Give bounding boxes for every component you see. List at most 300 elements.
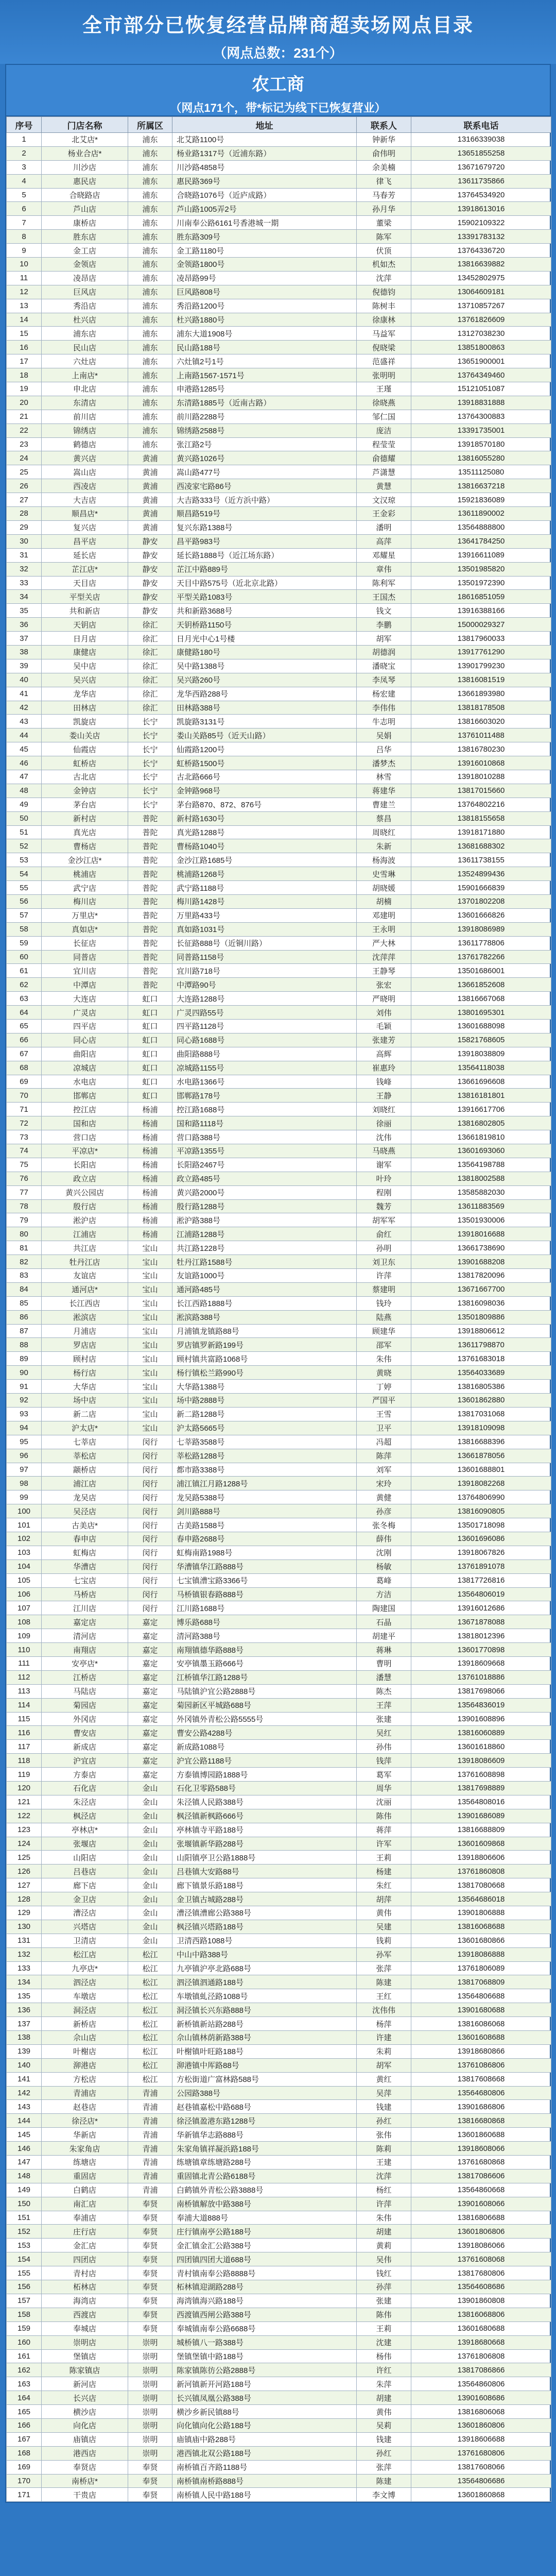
cell-store-name: 张堰店 (42, 1837, 128, 1851)
cell-address: 海湾镇海兴路188号 (172, 2294, 357, 2308)
cell-index: 58 (7, 922, 42, 936)
cell-phone: 13816060889 (411, 1726, 551, 1740)
cell-address: 仙霞路1200号 (172, 742, 357, 756)
cell-phone: 13601770898 (411, 1643, 551, 1657)
cell-index: 17 (7, 354, 42, 368)
cell-district: 徐汇 (128, 618, 172, 632)
cell-index: 151 (7, 2211, 42, 2225)
cell-index: 161 (7, 2349, 42, 2363)
cell-address: 前川路2288号 (172, 410, 357, 423)
cell-address: 新成路1088号 (172, 1740, 357, 1754)
cell-district: 奉贤 (128, 2460, 172, 2474)
cell-store-name: 方泰店 (42, 1768, 128, 1782)
cell-contact: 许萍 (357, 1269, 411, 1283)
cell-phone: 15821768605 (411, 1033, 551, 1047)
table-row (7, 798, 551, 811)
cell-phone: 13816639882 (411, 258, 551, 272)
cell-address: 平凉路1355号 (172, 1144, 357, 1158)
table-header-row (7, 117, 551, 133)
cell-store-name: 沪太店* (42, 1421, 128, 1435)
table-row (7, 1241, 551, 1255)
cell-phone: 13816055280 (411, 451, 551, 465)
cell-address: 凉城路1155号 (172, 1061, 357, 1075)
cell-district: 长宁 (128, 798, 172, 811)
cell-index: 136 (7, 2003, 42, 2017)
cell-district: 杨浦 (128, 1172, 172, 1185)
table-row (7, 2446, 551, 2460)
section-title: 农工商 (252, 75, 304, 94)
cell-address: 公园路388号 (172, 2086, 357, 2100)
cell-phone: 13816805386 (411, 1380, 551, 1394)
cell-contact: 芦潇慧 (357, 465, 411, 479)
cell-address: 卫清西路1088号 (172, 1934, 357, 1947)
cell-district: 宝山 (128, 1407, 172, 1421)
cell-phone: 13816603020 (411, 715, 551, 728)
table-row (7, 978, 551, 992)
cell-index: 51 (7, 825, 42, 839)
cell-district: 普陀 (128, 853, 172, 867)
cell-district: 虹口 (128, 1075, 172, 1089)
cell-contact: 蔡建明 (357, 1282, 411, 1296)
cell-address: 杜兴路1880号 (172, 313, 357, 327)
table-row (7, 1865, 551, 1878)
cell-phone: 13901860808 (411, 2294, 551, 2308)
table-row (7, 1892, 551, 1906)
cell-index: 21 (7, 410, 42, 423)
cell-contact: 薛伟 (357, 1532, 411, 1546)
cell-store-name: 田林店 (42, 701, 128, 715)
cell-phone: 13901608896 (411, 1712, 551, 1726)
cell-district: 长宁 (128, 742, 172, 756)
table-row (7, 1089, 551, 1103)
cell-phone: 13761011488 (411, 728, 551, 742)
cell-contact: 高萍 (357, 534, 411, 548)
table-row (7, 1795, 551, 1809)
cell-phone: 13816090805 (411, 1504, 551, 1518)
cell-district: 普陀 (128, 839, 172, 853)
cell-store-name: 嘉定店 (42, 1615, 128, 1629)
cell-address: 港西镇北双公路188号 (172, 2446, 357, 2460)
cell-index: 127 (7, 1878, 42, 1892)
cell-address: 中潭路90号 (172, 978, 357, 992)
cell-district: 松江 (128, 2003, 172, 2017)
cell-index: 164 (7, 2391, 42, 2405)
table-row (7, 1020, 551, 1033)
cell-store-name: 共和新店 (42, 604, 128, 618)
table-row (7, 673, 551, 687)
table-row (7, 1504, 551, 1518)
cell-store-name: 广灵店 (42, 1006, 128, 1020)
cell-address: 广灵四路55号 (172, 1006, 357, 1020)
cell-index: 114 (7, 1698, 42, 1712)
cell-phone: 13601860868 (411, 2488, 551, 2502)
table-row (7, 1601, 551, 1615)
cell-district: 闵行 (128, 1573, 172, 1587)
cell-district: 虹口 (128, 1047, 172, 1061)
cell-store-name: 虹梅店 (42, 1546, 128, 1560)
cell-district: 浦东 (128, 354, 172, 368)
cell-address: 新村路1630号 (172, 811, 357, 825)
cell-district: 金山 (128, 1920, 172, 1934)
table-row (7, 410, 551, 423)
cell-index: 19 (7, 382, 42, 396)
cell-contact: 程刚 (357, 1185, 411, 1199)
cell-contact: 胡德润 (357, 645, 411, 659)
cell-store-name: 新二店 (42, 1407, 128, 1421)
cell-store-name: 金钟店 (42, 784, 128, 798)
cell-phone: 13661819810 (411, 1130, 551, 1144)
cell-index: 129 (7, 1906, 42, 1920)
cell-phone: 13764300883 (411, 410, 551, 423)
cell-store-name: 仙霞店 (42, 742, 128, 756)
cell-phone: 13611735866 (411, 174, 551, 188)
cell-district: 黄浦 (128, 493, 172, 507)
cell-address: 日月光中心1号楼 (172, 632, 357, 646)
table-row (7, 2156, 551, 2170)
cell-district: 金山 (128, 1851, 172, 1865)
cell-contact: 魏芳 (357, 1199, 411, 1213)
cell-address: 同心路1688号 (172, 1033, 357, 1047)
cell-address: 金汇镇金汇公路388号 (172, 2239, 357, 2252)
cell-index: 113 (7, 1684, 42, 1698)
cell-district: 杨浦 (128, 1130, 172, 1144)
cell-phone: 13564860668 (411, 2183, 551, 2197)
table-row (7, 1684, 551, 1698)
cell-index: 90 (7, 1366, 42, 1380)
cell-phone: 13916012686 (411, 1601, 551, 1615)
table-row (7, 1837, 551, 1851)
table-row (7, 964, 551, 978)
table-row (7, 1740, 551, 1754)
cell-phone: 13601608688 (411, 2031, 551, 2045)
table-row (7, 1449, 551, 1463)
cell-address: 秀沿路1200号 (172, 299, 357, 313)
cell-phone: 13761782266 (411, 950, 551, 964)
cell-index: 4 (7, 174, 42, 188)
table-row (7, 1075, 551, 1089)
cell-district: 青浦 (128, 2114, 172, 2128)
cell-phone: 13601860688 (411, 2128, 551, 2142)
cell-index: 133 (7, 1961, 42, 1975)
cell-store-name: 邯郸店 (42, 1089, 128, 1103)
cell-contact: 蒋萍 (357, 1823, 411, 1837)
cell-contact: 邓建明 (357, 908, 411, 922)
cell-address: 西渡镇西闸公路388号 (172, 2308, 357, 2321)
cell-store-name: 友谊店 (42, 1269, 128, 1283)
cell-address: 沪宜公路1188号 (172, 1754, 357, 1768)
table-row (7, 2100, 551, 2114)
cell-district: 青浦 (128, 2086, 172, 2100)
table-row (7, 1629, 551, 1643)
cell-phone: 13601806806 (411, 2225, 551, 2239)
cell-store-name: 南桥店* (42, 2474, 128, 2488)
cell-contact: 曹明 (357, 1656, 411, 1670)
cell-index: 33 (7, 576, 42, 590)
cell-phone: 13611890002 (411, 507, 551, 521)
cell-phone: 13901799230 (411, 659, 551, 673)
cell-contact: 钱建 (357, 2100, 411, 2114)
cell-index: 112 (7, 1670, 42, 1684)
table-row (7, 1310, 551, 1324)
cell-address: 政立路485号 (172, 1172, 357, 1185)
cell-phone: 13817015660 (411, 784, 551, 798)
cell-store-name: 黄兴店 (42, 451, 128, 465)
cell-address: 徐泾镇盈港东路1288号 (172, 2114, 357, 2128)
cell-phone: 13918171880 (411, 825, 551, 839)
cell-index: 23 (7, 437, 42, 451)
cell-district: 杨浦 (128, 1199, 172, 1213)
table-row (7, 1518, 551, 1532)
cell-address: 向化镇向化公路188号 (172, 2418, 357, 2432)
cell-store-name: 凌昂店 (42, 271, 128, 285)
cell-store-name: 牡丹江店 (42, 1255, 128, 1269)
cell-index: 120 (7, 1781, 42, 1795)
cell-phone: 13391783132 (411, 230, 551, 244)
cell-address: 杨业路1317号（近浦东路） (172, 146, 357, 160)
cell-district: 浦东 (128, 244, 172, 258)
cell-district: 杨浦 (128, 1144, 172, 1158)
cell-address: 宜川路718号 (172, 964, 357, 978)
cell-index: 81 (7, 1241, 42, 1255)
cell-store-name: 长阳店 (42, 1158, 128, 1172)
col-header-contact: 联系人 (357, 117, 411, 133)
cell-district: 宝山 (128, 1380, 172, 1394)
cell-phone: 13916611089 (411, 548, 551, 562)
cell-index: 157 (7, 2294, 42, 2308)
cell-address: 朱家角镇祥凝浜路188号 (172, 2142, 357, 2156)
cell-store-name: 马桥店 (42, 1587, 128, 1601)
cell-district: 静安 (128, 562, 172, 576)
cell-phone: 13918086609 (411, 1754, 551, 1768)
cell-index: 121 (7, 1795, 42, 1809)
cell-store-name: 金领店 (42, 258, 128, 272)
cell-index: 104 (7, 1560, 42, 1573)
cell-district: 普陀 (128, 825, 172, 839)
cell-phone: 13801695301 (411, 1006, 551, 1020)
cell-address: 凌昂路99号 (172, 271, 357, 285)
cell-address: 罗店镇罗新路199号 (172, 1338, 357, 1352)
cell-contact: 胡建 (357, 2391, 411, 2405)
cell-district: 松江 (128, 2072, 172, 2086)
cell-store-name: 秀沿店 (42, 299, 128, 313)
cell-contact: 张建 (357, 2294, 411, 2308)
cell-index: 29 (7, 520, 42, 534)
cell-district: 崇明 (128, 2418, 172, 2432)
cell-contact: 胡萍 (357, 1892, 411, 1906)
cell-index: 155 (7, 2266, 42, 2280)
cell-district: 浦东 (128, 368, 172, 382)
cell-district: 闵行 (128, 1463, 172, 1477)
cell-address: 七宝镇漕宝路3366号 (172, 1573, 357, 1587)
cell-contact: 陶建国 (357, 1601, 411, 1615)
cell-phone: 13816637218 (411, 479, 551, 493)
cell-index: 39 (7, 659, 42, 673)
cell-index: 13 (7, 299, 42, 313)
cell-store-name: 惠民店 (42, 174, 128, 188)
cell-contact: 蔡昌 (357, 811, 411, 825)
cell-index: 150 (7, 2197, 42, 2211)
cell-store-name: 重固店 (42, 2169, 128, 2183)
cell-contact: 周晓红 (357, 825, 411, 839)
cell-address: 庄行镇南亭公路188号 (172, 2225, 357, 2239)
cell-store-name: 鹤德店 (42, 437, 128, 451)
cell-address: 申港路1285号 (172, 382, 357, 396)
cell-district: 普陀 (128, 908, 172, 922)
cell-index: 12 (7, 285, 42, 299)
cell-district: 徐汇 (128, 659, 172, 673)
cell-district: 普陀 (128, 936, 172, 950)
cell-district: 普陀 (128, 964, 172, 978)
cell-address: 昌平路983号 (172, 534, 357, 548)
cell-phone: 13817086606 (411, 2169, 551, 2183)
cell-contact: 钱莉 (357, 1934, 411, 1947)
table-row (7, 922, 551, 936)
cell-phone: 13817698889 (411, 1781, 551, 1795)
cell-phone: 13901688208 (411, 1255, 551, 1269)
store-directory (5, 64, 551, 2503)
cell-contact: 徐丽 (357, 1116, 411, 1130)
cell-contact: 李文博 (357, 2488, 411, 2502)
cell-district: 杨浦 (128, 1227, 172, 1241)
cell-contact: 孙红 (357, 2114, 411, 2128)
cell-store-name: 万里店* (42, 908, 128, 922)
table-row (7, 1158, 551, 1172)
cell-contact: 俞红 (357, 1227, 411, 1241)
table-row (7, 271, 551, 285)
cell-contact: 张萍 (357, 1961, 411, 1975)
cell-contact: 陈树丰 (357, 299, 411, 313)
table-row (7, 1033, 551, 1047)
cell-contact: 胡军 (357, 632, 411, 646)
cell-contact: 陈建 (357, 1975, 411, 1989)
cell-phone: 13916617706 (411, 1103, 551, 1116)
cell-index: 5 (7, 188, 42, 202)
cell-address: 廊下镇景乐路188号 (172, 1878, 357, 1892)
cell-district: 浦东 (128, 216, 172, 230)
cell-store-name: 泖港店 (42, 2058, 128, 2072)
cell-address: 佘山镇林荫新路388号 (172, 2031, 357, 2045)
cell-district: 闵行 (128, 1518, 172, 1532)
table-row (7, 2349, 551, 2363)
cell-store-name: 南汇店 (42, 2197, 128, 2211)
cell-store-name: 虹桥店 (42, 756, 128, 770)
cell-index: 50 (7, 811, 42, 825)
table-row (7, 1144, 551, 1158)
table-row (7, 1130, 551, 1144)
cell-index: 145 (7, 2128, 42, 2142)
cell-store-name: 新村店 (42, 811, 128, 825)
cell-index: 31 (7, 548, 42, 562)
cell-address: 武宁路1188号 (172, 881, 357, 895)
cell-contact: 张伟 (357, 2128, 411, 2142)
cell-phone: 13918082268 (411, 1477, 551, 1490)
cell-phone: 13764806990 (411, 1490, 551, 1504)
cell-address: 康健路180号 (172, 645, 357, 659)
cell-store-name: 淞沪店 (42, 1213, 128, 1227)
cell-contact: 刘军 (357, 1463, 411, 1477)
cell-contact: 王雪 (357, 1407, 411, 1421)
cell-store-name: 黄兴公园店 (42, 1185, 128, 1199)
cell-store-name: 胜东店 (42, 230, 128, 244)
cell-phone: 13761086806 (411, 2058, 551, 2072)
cell-district: 黄浦 (128, 451, 172, 465)
cell-address: 大吉路333号（近方浜中路） (172, 493, 357, 507)
cell-store-name: 干贵店 (42, 2488, 128, 2502)
cell-district: 宝山 (128, 1241, 172, 1255)
cell-contact: 陆燕 (357, 1310, 411, 1324)
cell-contact: 沈刚 (357, 1546, 411, 1560)
cell-store-name: 平型关店 (42, 590, 128, 604)
cell-address: 杨行镇松兰路990号 (172, 1366, 357, 1380)
cell-address: 凯旋路3131号 (172, 715, 357, 728)
table-row (7, 423, 551, 437)
table-row (7, 1643, 551, 1657)
cell-store-name: 芷江店* (42, 562, 128, 576)
table-row (7, 1546, 551, 1560)
cell-district: 青浦 (128, 2128, 172, 2142)
cell-address: 莘松路1288号 (172, 1449, 357, 1463)
cell-district: 浦东 (128, 271, 172, 285)
cell-address: 长江西路1888号 (172, 1296, 357, 1310)
cell-contact: 刘晓红 (357, 1103, 411, 1116)
cell-contact: 杨宏建 (357, 687, 411, 701)
cell-store-name: 西渡店 (42, 2308, 128, 2321)
cell-district: 金山 (128, 1906, 172, 1920)
cell-contact: 黄红 (357, 2072, 411, 2086)
cell-phone: 13564808016 (411, 1795, 551, 1809)
table-row (7, 2252, 551, 2266)
cell-district: 松江 (128, 1989, 172, 2003)
cell-index: 75 (7, 1158, 42, 1172)
cell-phone: 13816802805 (411, 1116, 551, 1130)
cell-phone: 13817080668 (411, 1878, 551, 1892)
page-header (0, 0, 556, 64)
cell-store-name: 古美店* (42, 1518, 128, 1532)
cell-contact: 胡建平 (357, 1629, 411, 1643)
cell-address: 七莘路3588号 (172, 1435, 357, 1449)
cell-phone: 13601696086 (411, 1532, 551, 1546)
cell-store-name: 西凌店 (42, 479, 128, 493)
cell-store-name: 漕泾店 (42, 1906, 128, 1920)
cell-phone: 15921836089 (411, 493, 551, 507)
cell-phone: 13817726816 (411, 1573, 551, 1587)
cell-index: 22 (7, 423, 42, 437)
cell-phone: 13564836019 (411, 1698, 551, 1712)
cell-address: 安亭镇墨玉路666号 (172, 1656, 357, 1670)
cell-address: 月浦镇龙镇路88号 (172, 1324, 357, 1338)
cell-contact: 宋玲 (357, 1477, 411, 1490)
cell-phone: 13601680866 (411, 1934, 551, 1947)
table-row (7, 1407, 551, 1421)
cell-address: 共和新路3688号 (172, 604, 357, 618)
cell-index: 86 (7, 1310, 42, 1324)
cell-address: 真光路1288号 (172, 825, 357, 839)
cell-store-name: 合晓路店 (42, 188, 128, 202)
cell-address: 黄兴路2000号 (172, 1185, 357, 1199)
table-row (7, 1768, 551, 1782)
cell-address: 西凌家宅路86号 (172, 479, 357, 493)
table-row (7, 728, 551, 742)
cell-contact: 孙红 (357, 2446, 411, 2460)
cell-phone: 13564806686 (411, 2474, 551, 2488)
cell-address: 南桥镇百齐路1188号 (172, 2460, 357, 2474)
cell-district: 奉贤 (128, 2239, 172, 2252)
cell-index: 70 (7, 1089, 42, 1103)
table-row (7, 1338, 551, 1352)
cell-phone: 13452802975 (411, 271, 551, 285)
cell-index: 1 (7, 133, 42, 147)
cell-store-name: 华漕店 (42, 1560, 128, 1573)
